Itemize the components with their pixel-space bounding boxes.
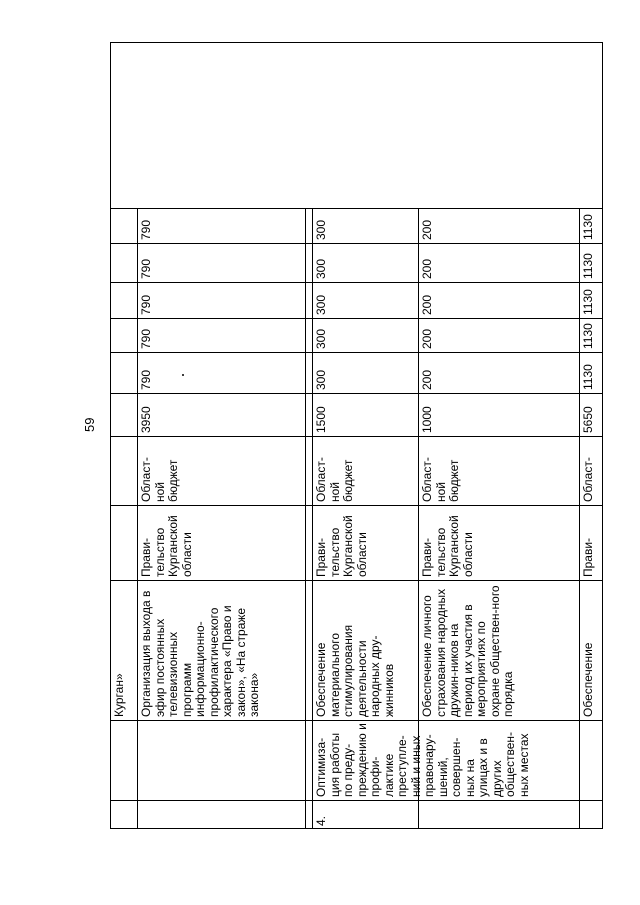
table-grid-line (110, 243, 603, 244)
funding-source-cell: Област-ной бюджет (139, 457, 180, 502)
table-grid-line (312, 208, 313, 829)
table-grid-line (137, 208, 138, 829)
table-grid-line (579, 208, 580, 829)
executor-cell: Прави-тельство Курганской области (139, 515, 194, 577)
year-amount-cell: 200 (420, 258, 434, 279)
year-amount-cell: 300 (314, 369, 328, 390)
event-cell: Курган» (112, 673, 126, 717)
page-number: 59 (82, 417, 97, 432)
event-cell: Обеспечение (581, 642, 595, 717)
funding-source-cell: Област-ной бюджет (314, 457, 355, 502)
goal-cell: Оптимиза-ция работы по преду-преждению и профи-лактике преступле-ний и иных правонару-шений, совершен-ных на улицах и в других обществен-ных местах (314, 723, 531, 797)
total-amount-cell: 1500 (314, 406, 328, 433)
event-cell: Обеспечение личного страхования народных дружин-ников на период их участия в мероприятиях по охране обществен-ного порядка (420, 585, 515, 717)
executor-cell: Прави- (581, 537, 595, 577)
table-grid-line (110, 436, 603, 437)
table-grid-line (110, 318, 603, 319)
table-grid-line (110, 208, 603, 209)
year-amount-cell: 300 (314, 328, 328, 349)
year-amount-cell: 1130 (581, 364, 595, 390)
year-amount-cell: 790 (139, 328, 153, 349)
table-grid-line (305, 208, 306, 829)
year-amount-cell: 1130 (581, 253, 595, 279)
year-amount-cell: 300 (314, 258, 328, 279)
year-amount-cell: 300 (314, 219, 328, 240)
table-grid-line (110, 352, 603, 353)
year-amount-cell: 200 (420, 369, 434, 390)
funding-source-cell: Област-ной бюджет (420, 457, 461, 502)
year-amount-cell: 200 (420, 219, 434, 240)
year-amount-cell: 790 (139, 369, 153, 390)
total-amount-cell: 5650 (581, 406, 595, 433)
year-amount-cell: 300 (314, 294, 328, 315)
year-amount-cell: 200 (420, 294, 434, 315)
table-grid-line (110, 282, 603, 283)
event-cell: Организация выхода в эфир постоянных телевизионных программ информационно-профилактического характера «Право и закон», «На страже закона» (139, 590, 261, 717)
year-amount-cell: 790 (139, 219, 153, 240)
table-grid-line (110, 505, 603, 506)
total-amount-cell: 1000 (420, 406, 434, 433)
executor-cell: Прави-тельство Курганской области (314, 515, 369, 577)
year-amount-cell: 790 (139, 258, 153, 279)
executor-cell: Прави-тельство Курганской области (420, 515, 475, 577)
year-amount-cell: 1130 (581, 214, 595, 240)
table-grid-line (110, 720, 603, 721)
stray-mark (182, 374, 184, 376)
funding-source-cell: Област- (581, 457, 595, 502)
year-amount-cell: 1130 (581, 289, 595, 315)
year-amount-cell: 200 (420, 328, 434, 349)
table-grid-line (110, 800, 603, 801)
year-amount-cell: 790 (139, 294, 153, 315)
year-amount-cell: 1130 (581, 323, 595, 349)
table-grid-line (110, 393, 603, 394)
total-amount-cell: 3950 (139, 406, 153, 433)
table-grid-line (110, 580, 603, 581)
event-cell: Обеспечение материального стимулирования деятельности народных дру-жинников (314, 624, 396, 717)
row-number-cell: 4. (314, 815, 328, 826)
